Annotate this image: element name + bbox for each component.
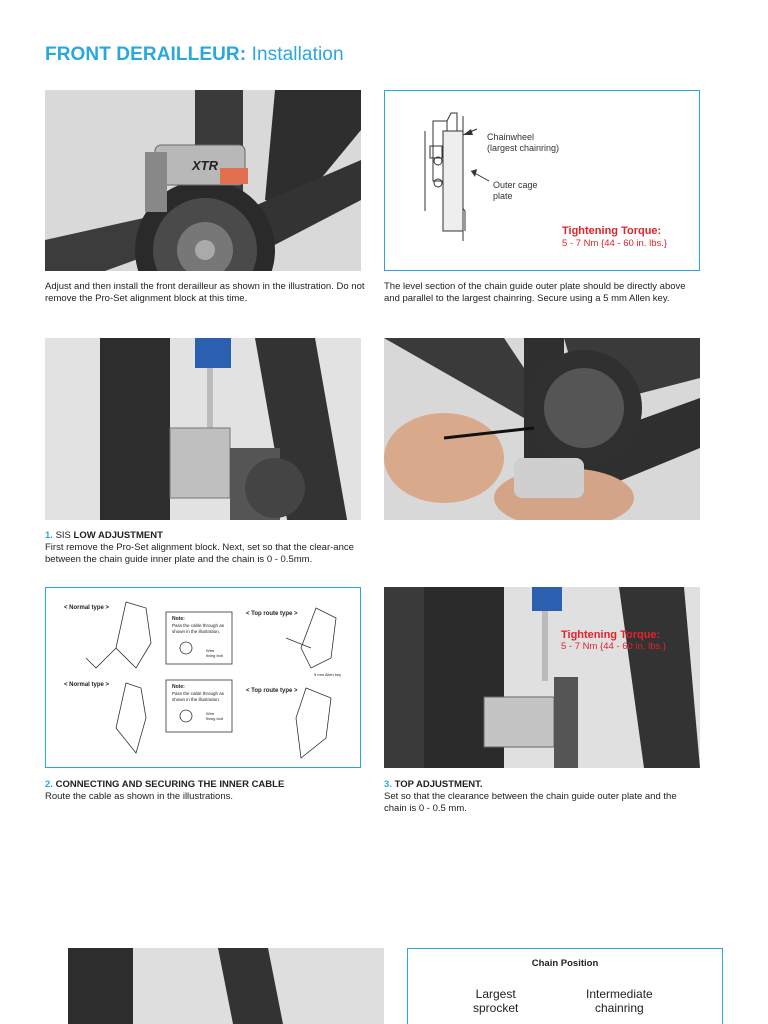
photo-chain-position [68, 948, 384, 1024]
low-adjustment-illustration [45, 338, 361, 520]
step3-number: 3. [384, 779, 392, 790]
caption-step2 [45, 779, 365, 803]
note-title-1: Note: [172, 616, 185, 622]
label-largest-chainring: (largest chainring) [487, 143, 560, 153]
label-outer-cage: Outer cage [493, 180, 538, 190]
cable-routing-diagram [46, 588, 360, 767]
chain-position-chainring: chainring [595, 1001, 644, 1015]
chain-position-sprocket: sprocket [473, 1001, 519, 1015]
chain-position-intermediate: Intermediate [586, 987, 653, 1001]
caption-install: Adjust and then install the front derailleur as shown in the illustration. Do not remove the Pro-Set alignment block at this time. [45, 281, 365, 304]
step1-number: 1. [45, 530, 53, 541]
step2-heading: CONNECTING AND SECURING THE INNER CABLE [55, 779, 285, 790]
diagram-cable-routing [45, 587, 361, 768]
label-top-route-type-1: < Top route type > [246, 611, 298, 617]
note-text-2b: shown in the illustration. [172, 697, 221, 702]
chain-position-col1 [473, 987, 518, 1015]
diagram-outer-cage-plate [384, 90, 700, 271]
page-title-main: FRONT DERAILLEUR: [45, 44, 247, 65]
wire-bolt-2b: fixing bolt [206, 716, 223, 721]
step2-number: 2. [45, 779, 53, 790]
caption-step3 [384, 779, 694, 815]
derailleur-install-illustration [45, 90, 361, 271]
label-normal-type-2: < Normal type > [64, 682, 110, 688]
torque-value-top: 5 - 7 Nm {44 - 60 in. lbs.} [561, 641, 667, 652]
label-allen-key: 5 mm Allen key [314, 672, 342, 677]
caption-level: The level section of the chain guide outer plate should be directly above and parallel to the largest chainring. Secure using a 5 mm Allen key. [384, 281, 686, 304]
label-chainwheel: Chainwheel [487, 132, 535, 142]
step2-body: Route the cable as shown in the illustrations. [45, 791, 233, 802]
wire-bolt-2a: Wire [206, 711, 215, 716]
step1-body: First remove the Pro-Set alignment block. Next, set so that the clear-ance between the chain guide inner plate and the chain is 0 - 0.5mm. [45, 542, 354, 565]
top-adjustment-illustration [384, 587, 700, 768]
step3-heading: TOP ADJUSTMENT. [394, 779, 483, 790]
chain-position-largest: Largest [475, 987, 516, 1001]
photo-top-adjustment [384, 587, 700, 768]
outer-cage-diagram [385, 91, 699, 270]
label-top-route-type-2: < Top route type > [246, 688, 298, 694]
diagram-chain-position [407, 948, 723, 1024]
chain-position-col2 [586, 987, 653, 1015]
page-title [45, 44, 344, 66]
torque-title-level: Tightening Torque: [562, 225, 662, 237]
label-plate: plate [493, 191, 513, 201]
chain-position-title: Chain Position [531, 958, 599, 969]
note-text-1a: Pass the cable through as [172, 623, 225, 628]
note-title-2: Note: [172, 684, 185, 690]
torque-overlay-top [561, 629, 666, 652]
photo-securing-bolt [384, 338, 700, 520]
chain-position-photo-illustration [68, 948, 384, 1024]
step1-prefix: SIS [55, 530, 71, 541]
wire-bolt-1b: fixing bolt [206, 653, 223, 658]
step1-heading: LOW ADJUSTMENT [73, 530, 163, 541]
torque-value-level: 5 - 7 Nm {44 - 60 in. lbs.} [562, 238, 668, 249]
step3-body: Set so that the clearance between the chain guide outer plate and the chain is 0 - 0.5 mm. [384, 791, 677, 814]
photo-low-adjustment [45, 338, 361, 520]
page-title-sub: Installation [251, 44, 344, 65]
securing-bolt-illustration [384, 338, 700, 520]
note-text-1b: shown in the illustration. [172, 629, 221, 634]
label-normal-type-1: < Normal type > [64, 605, 110, 611]
note-text-2a: Pass the cable through as [172, 691, 225, 696]
svg-text:XTR: XTR [192, 158, 218, 173]
caption-step1 [45, 530, 365, 566]
photo-derailleur-install [45, 90, 361, 271]
torque-title-top: Tightening Torque: [561, 629, 661, 641]
wire-bolt-1a: Wire [206, 648, 215, 653]
